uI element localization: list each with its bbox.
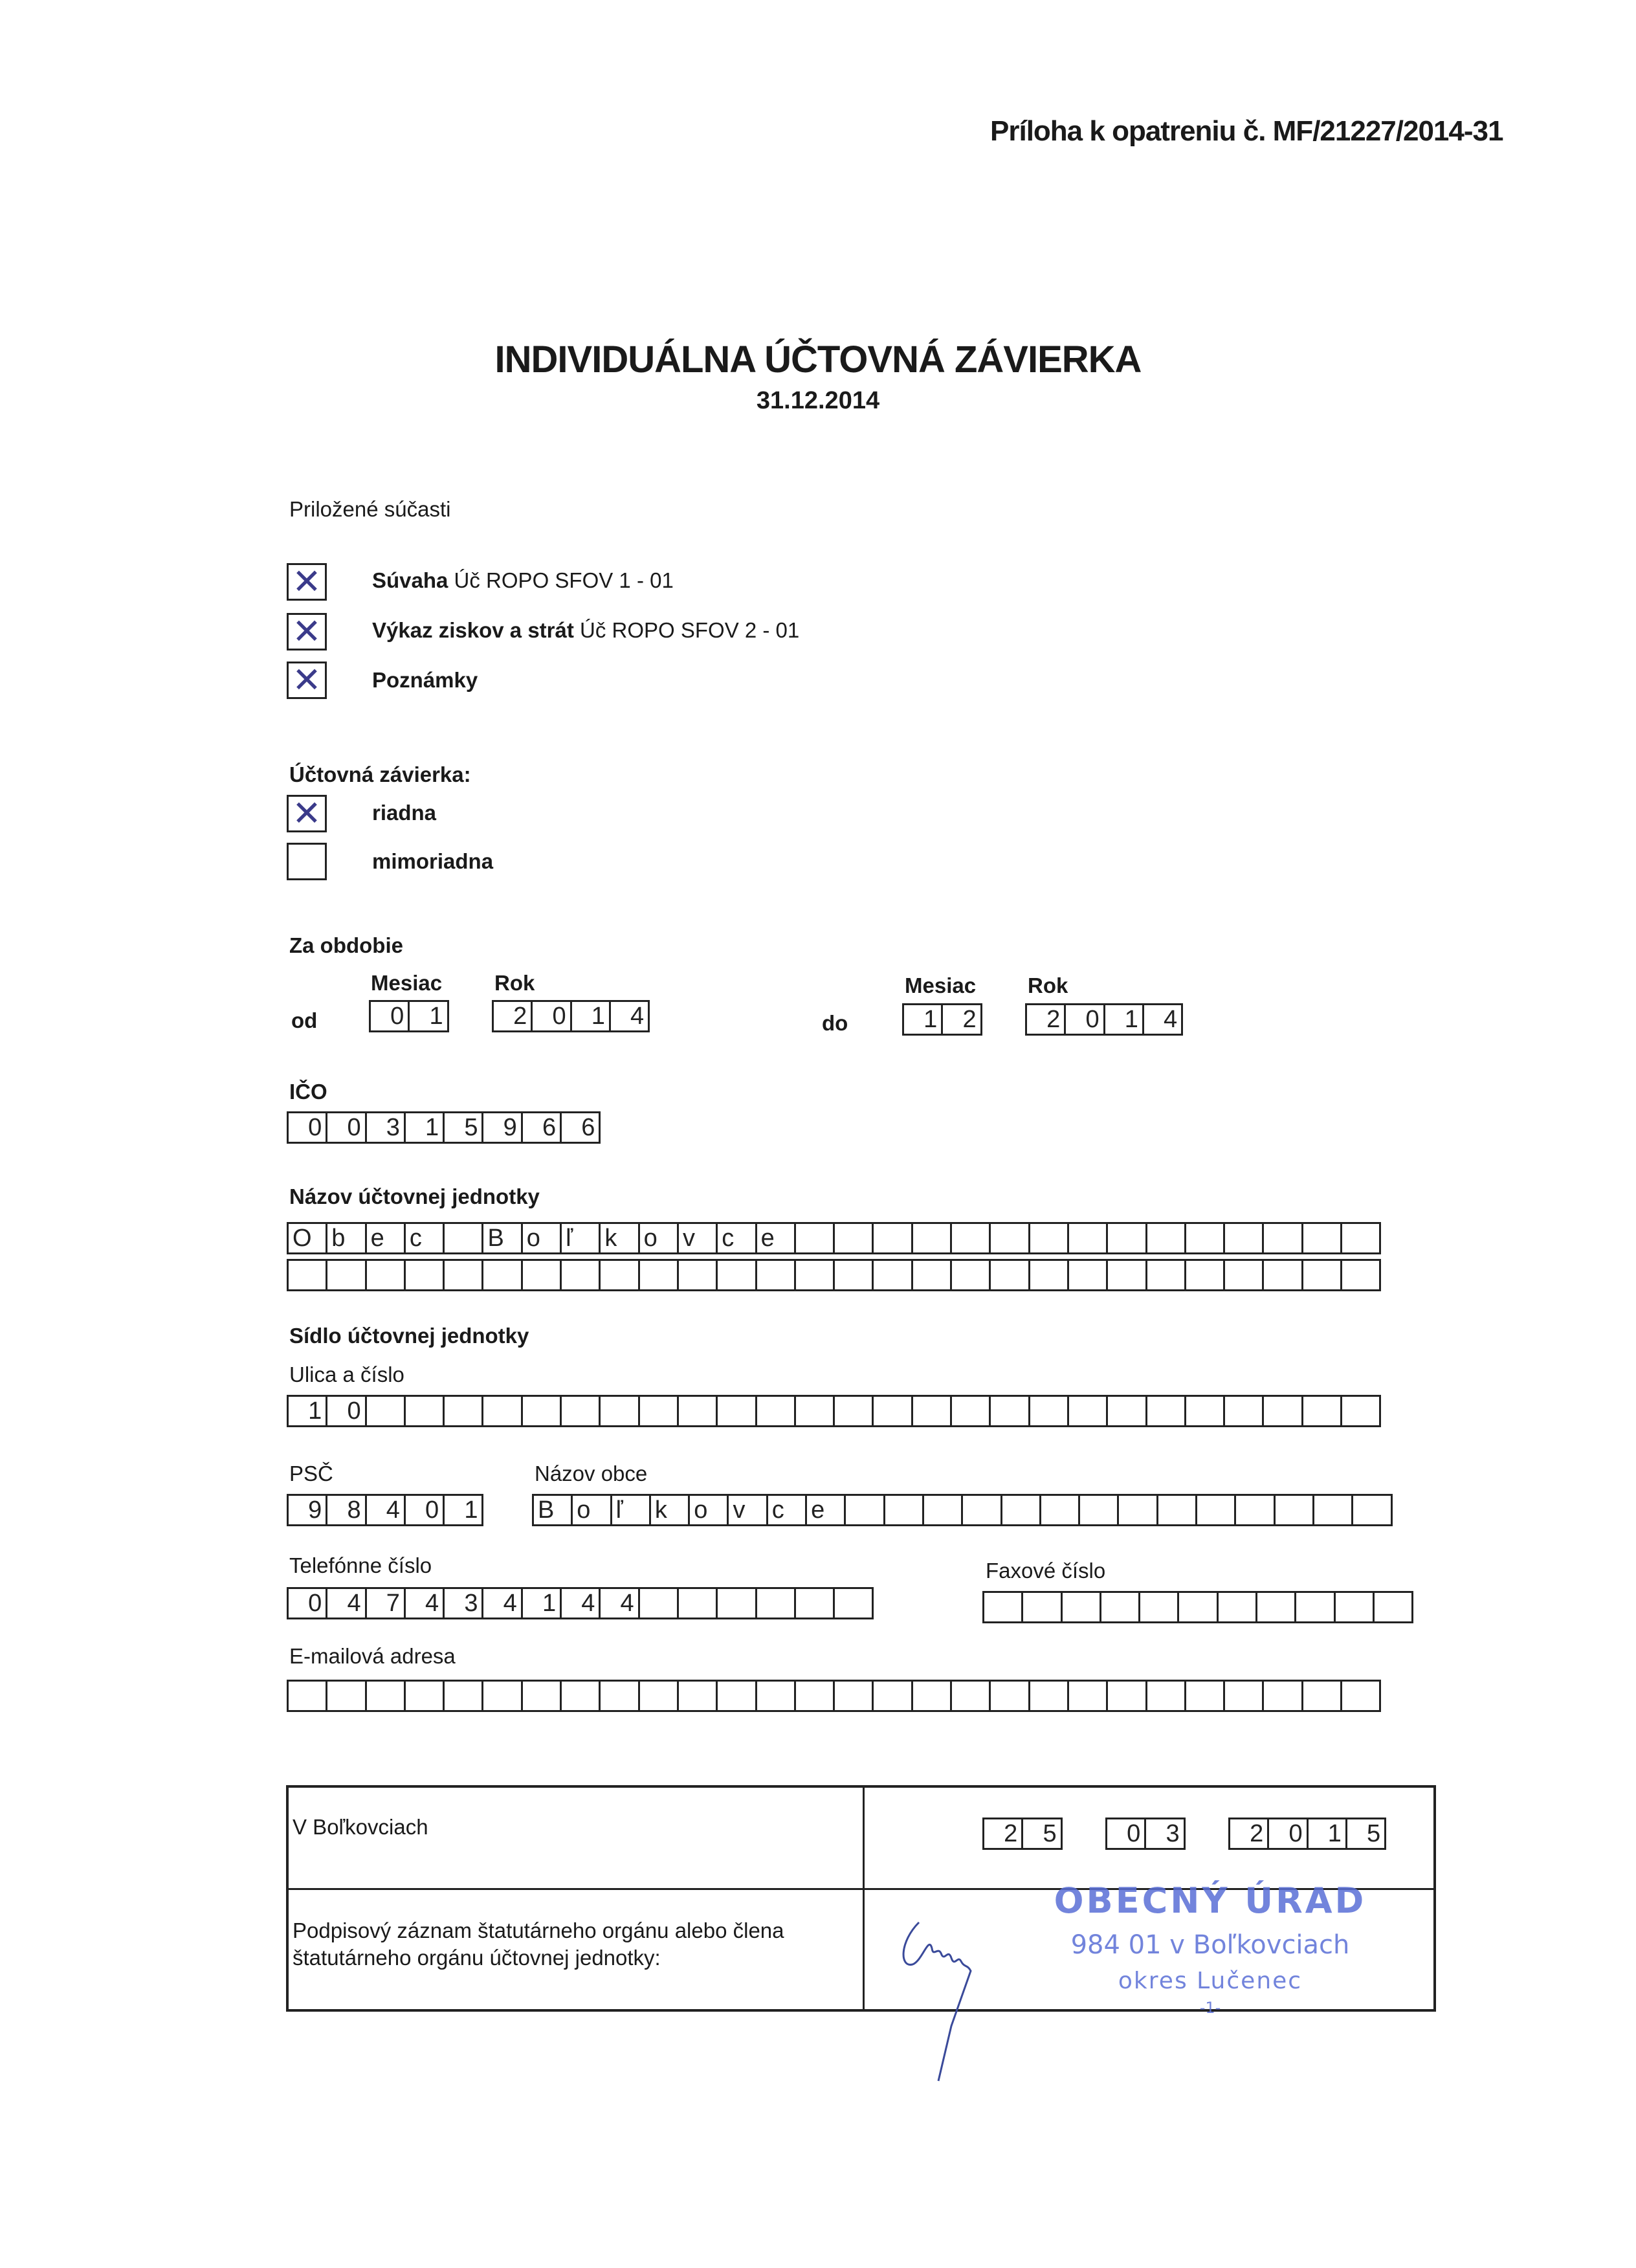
char-box[interactable]	[404, 1259, 445, 1291]
char-box[interactable]: 1	[521, 1587, 562, 1619]
char-box[interactable]	[833, 1222, 874, 1254]
char-box[interactable]	[326, 1259, 366, 1291]
char-box[interactable]: c	[766, 1494, 807, 1526]
char-box[interactable]	[443, 1222, 483, 1254]
char-box[interactable]	[1106, 1680, 1147, 1712]
char-box[interactable]	[1028, 1680, 1069, 1712]
document-reference: Príloha k opatreniu č. MF/21227/2014-31	[990, 115, 1503, 147]
char-box[interactable]	[922, 1494, 963, 1526]
char-box[interactable]	[1262, 1259, 1303, 1291]
char-box[interactable]	[599, 1395, 639, 1427]
char-box[interactable]	[1294, 1591, 1335, 1623]
char-box[interactable]	[1301, 1395, 1342, 1427]
from-label: od	[291, 1008, 318, 1032]
char-box[interactable]: 1	[408, 1000, 448, 1032]
char-box[interactable]	[638, 1259, 679, 1291]
to-year-label: Rok	[1028, 973, 1068, 997]
char-box[interactable]	[794, 1222, 835, 1254]
stamp-line1: OBECNÝ ÚRAD	[1054, 1880, 1367, 1921]
ico-label: IČO	[289, 1080, 327, 1104]
char-box[interactable]	[1274, 1494, 1314, 1526]
char-box[interactable]: ľ	[610, 1494, 651, 1526]
char-box[interactable]	[1223, 1259, 1264, 1291]
char-box[interactable]: 0	[287, 1587, 327, 1619]
char-box[interactable]: 2	[1025, 1003, 1066, 1036]
char-box[interactable]	[365, 1395, 406, 1427]
char-box[interactable]: ľ	[560, 1222, 601, 1254]
checkbox-poznamky[interactable]	[287, 662, 327, 699]
char-box[interactable]	[365, 1680, 406, 1712]
char-box[interactable]: 0	[531, 1000, 571, 1032]
signature-label: Podpisový záznam štatutárneho orgánu alebo člena štatutárneho orgánu účtovnej jednotky:	[293, 1918, 784, 1970]
char-box[interactable]	[1039, 1494, 1080, 1526]
char-box[interactable]	[404, 1680, 445, 1712]
char-box[interactable]	[755, 1259, 796, 1291]
char-box[interactable]	[638, 1680, 679, 1712]
check-mark-icon: ✕	[292, 611, 322, 652]
check-mark-icon: ✕	[292, 660, 322, 700]
char-box[interactable]	[1195, 1494, 1236, 1526]
char-box[interactable]: 0	[369, 1000, 410, 1032]
char-box[interactable]: 5	[443, 1111, 483, 1144]
char-box[interactable]	[521, 1680, 562, 1712]
street-label: Ulica a číslo	[289, 1362, 404, 1386]
char-box[interactable]	[1106, 1395, 1147, 1427]
attachment-poznamky: Poznámky	[372, 668, 478, 692]
char-box[interactable]: k	[599, 1222, 639, 1254]
char-box[interactable]	[716, 1259, 757, 1291]
psc-label: PSČ	[289, 1462, 333, 1485]
char-box[interactable]: o	[571, 1494, 612, 1526]
attachments-heading: Priložené súčasti	[289, 497, 451, 521]
char-box[interactable]: v	[677, 1222, 718, 1254]
char-box[interactable]	[326, 1680, 366, 1712]
char-box[interactable]	[950, 1259, 991, 1291]
char-box[interactable]	[443, 1680, 483, 1712]
char-box[interactable]	[560, 1395, 601, 1427]
char-box[interactable]	[1145, 1395, 1186, 1427]
char-box[interactable]	[1184, 1222, 1225, 1254]
char-box[interactable]	[755, 1395, 796, 1427]
char-box[interactable]	[950, 1680, 991, 1712]
entity-name-field-row2[interactable]	[287, 1259, 1379, 1291]
char-box[interactable]: 2	[982, 1818, 1023, 1850]
checkbox-vykaz[interactable]	[287, 613, 327, 650]
date-year-field[interactable]	[1228, 1818, 1384, 1850]
char-box[interactable]	[989, 1222, 1030, 1254]
char-box[interactable]	[755, 1587, 796, 1619]
char-box[interactable]	[833, 1395, 874, 1427]
char-box[interactable]: 6	[560, 1111, 601, 1144]
char-box[interactable]: 3	[443, 1587, 483, 1619]
char-box[interactable]: 0	[326, 1395, 366, 1427]
char-box[interactable]	[1217, 1591, 1257, 1623]
ico-field[interactable]	[287, 1111, 599, 1144]
phone-label: Telefónne číslo	[289, 1553, 432, 1577]
char-box[interactable]	[872, 1222, 912, 1254]
char-box[interactable]	[1028, 1395, 1069, 1427]
char-box[interactable]	[1000, 1494, 1041, 1526]
fax-field[interactable]	[982, 1591, 1411, 1623]
char-box[interactable]	[521, 1395, 562, 1427]
char-box[interactable]	[1262, 1680, 1303, 1712]
char-box[interactable]	[443, 1395, 483, 1427]
char-box[interactable]	[911, 1222, 952, 1254]
to-year-field[interactable]	[1025, 1003, 1181, 1036]
char-box[interactable]: 4	[481, 1587, 522, 1619]
char-box[interactable]: o	[688, 1494, 729, 1526]
char-box[interactable]	[599, 1680, 639, 1712]
char-box[interactable]	[1340, 1259, 1381, 1291]
char-box[interactable]: 0	[1064, 1003, 1105, 1036]
to-label: do	[822, 1011, 848, 1035]
char-box[interactable]: B	[481, 1222, 522, 1254]
char-box[interactable]: 1	[1307, 1818, 1347, 1850]
town-field[interactable]	[532, 1494, 1391, 1526]
char-box[interactable]	[833, 1680, 874, 1712]
char-box[interactable]: 7	[365, 1587, 406, 1619]
char-box[interactable]	[872, 1259, 912, 1291]
seat-heading: Sídlo účtovnej jednotky	[289, 1324, 529, 1348]
char-box[interactable]: 0	[404, 1494, 445, 1526]
char-box[interactable]	[1106, 1222, 1147, 1254]
option-mimoriadna: mimoriadna	[372, 849, 494, 873]
char-box[interactable]: c	[716, 1222, 757, 1254]
char-box[interactable]	[677, 1680, 718, 1712]
email-field[interactable]	[287, 1680, 1379, 1712]
entity-name-label: Názov účtovnej jednotky	[289, 1184, 540, 1208]
char-box[interactable]	[911, 1680, 952, 1712]
stamp-line3: okres Lučenec	[1118, 1968, 1303, 1994]
psc-field[interactable]	[287, 1494, 481, 1526]
char-box[interactable]: k	[649, 1494, 690, 1526]
char-box[interactable]	[911, 1395, 952, 1427]
char-box[interactable]: 2	[1228, 1818, 1269, 1850]
char-box[interactable]	[950, 1222, 991, 1254]
char-box[interactable]: 0	[287, 1111, 327, 1144]
handwritten-signature	[893, 1909, 1022, 2097]
char-box[interactable]	[1021, 1591, 1062, 1623]
char-box[interactable]	[883, 1494, 924, 1526]
char-box[interactable]	[1067, 1395, 1108, 1427]
char-box[interactable]: 1	[287, 1395, 327, 1427]
char-box[interactable]	[677, 1395, 718, 1427]
char-box[interactable]	[481, 1259, 522, 1291]
char-box[interactable]	[1145, 1259, 1186, 1291]
char-box[interactable]	[989, 1259, 1030, 1291]
stamp-line4: -1-	[1199, 1999, 1221, 2017]
town-label: Názov obce	[535, 1462, 648, 1485]
char-box[interactable]	[911, 1259, 952, 1291]
email-label: E-mailová adresa	[289, 1644, 456, 1668]
char-box[interactable]	[287, 1680, 327, 1712]
char-box[interactable]	[794, 1259, 835, 1291]
char-box[interactable]	[1301, 1259, 1342, 1291]
char-box[interactable]	[638, 1587, 679, 1619]
char-box[interactable]	[872, 1680, 912, 1712]
char-box[interactable]	[794, 1587, 835, 1619]
char-box[interactable]	[1262, 1222, 1303, 1254]
char-box[interactable]	[794, 1680, 835, 1712]
char-box[interactable]	[1061, 1591, 1101, 1623]
char-box[interactable]	[1028, 1259, 1069, 1291]
char-box[interactable]	[1067, 1680, 1108, 1712]
to-month-field[interactable]	[902, 1003, 980, 1036]
checkbox-mimoriadna[interactable]	[287, 843, 327, 880]
char-box[interactable]: 0	[326, 1111, 366, 1144]
char-box[interactable]: b	[326, 1222, 366, 1254]
char-box[interactable]	[989, 1680, 1030, 1712]
fax-label: Faxové číslo	[986, 1559, 1106, 1583]
char-box[interactable]	[1312, 1494, 1353, 1526]
char-box[interactable]	[716, 1395, 757, 1427]
char-box[interactable]: 9	[287, 1494, 327, 1526]
checkbox-riadna[interactable]	[287, 795, 327, 832]
char-box[interactable]	[1301, 1222, 1342, 1254]
char-box[interactable]: e	[805, 1494, 846, 1526]
char-box[interactable]	[1117, 1494, 1158, 1526]
char-box[interactable]: 4	[599, 1587, 639, 1619]
table-divider-vertical	[863, 1788, 865, 2009]
attachment-suvaha: Súvaha Úč ROPO SFOV 1 - 01	[372, 568, 674, 592]
char-box[interactable]	[560, 1680, 601, 1712]
char-box[interactable]	[1223, 1222, 1264, 1254]
char-box[interactable]: 4	[609, 1000, 650, 1032]
check-mark-icon: ✕	[292, 561, 322, 602]
char-box[interactable]	[1028, 1222, 1069, 1254]
char-box[interactable]	[1223, 1395, 1264, 1427]
char-box[interactable]	[677, 1587, 718, 1619]
char-box[interactable]: 8	[326, 1494, 366, 1526]
check-mark-icon: ✕	[292, 793, 322, 834]
char-box[interactable]: 3	[365, 1111, 406, 1144]
char-box[interactable]: 2	[941, 1003, 982, 1036]
char-box[interactable]	[638, 1395, 679, 1427]
char-box[interactable]	[1262, 1395, 1303, 1427]
char-box[interactable]	[599, 1259, 639, 1291]
char-box[interactable]: 5	[1345, 1818, 1386, 1850]
char-box[interactable]: c	[404, 1222, 445, 1254]
char-box[interactable]: 1	[443, 1494, 483, 1526]
entity-name-field-row1[interactable]	[287, 1222, 1379, 1254]
char-box[interactable]	[1340, 1222, 1381, 1254]
char-box[interactable]	[950, 1395, 991, 1427]
char-box[interactable]	[1184, 1395, 1225, 1427]
char-box[interactable]: 4	[1142, 1003, 1183, 1036]
closing-heading: Účtovná závierka:	[289, 762, 471, 786]
char-box[interactable]	[1255, 1591, 1296, 1623]
char-box[interactable]: O	[287, 1222, 327, 1254]
char-box[interactable]	[1145, 1222, 1186, 1254]
char-box[interactable]: 6	[521, 1111, 562, 1144]
char-box[interactable]	[1138, 1591, 1179, 1623]
char-box[interactable]	[1223, 1680, 1264, 1712]
date-month-field[interactable]	[1105, 1818, 1184, 1850]
char-box[interactable]: B	[532, 1494, 573, 1526]
char-box[interactable]: o	[521, 1222, 562, 1254]
char-box[interactable]	[365, 1259, 406, 1291]
from-year-field[interactable]	[492, 1000, 648, 1032]
char-box[interactable]	[443, 1259, 483, 1291]
to-month-label: Mesiac	[905, 973, 977, 997]
char-box[interactable]	[844, 1494, 885, 1526]
char-box[interactable]	[481, 1395, 522, 1427]
from-month-label: Mesiac	[371, 971, 443, 995]
char-box[interactable]	[1373, 1591, 1413, 1623]
char-box[interactable]	[1340, 1680, 1381, 1712]
char-box[interactable]	[1351, 1494, 1392, 1526]
document-title: INDIVIDUÁLNA ÚČTOVNÁ ZÁVIERKA	[494, 339, 1142, 381]
char-box[interactable]	[872, 1395, 912, 1427]
char-box[interactable]: 1	[570, 1000, 611, 1032]
char-box[interactable]: 5	[1021, 1818, 1062, 1850]
char-box[interactable]: 1	[902, 1003, 943, 1036]
checkbox-suvaha[interactable]	[287, 563, 327, 601]
stamp-line2: 984 01 v Boľkovciach	[1070, 1930, 1350, 1960]
char-box[interactable]	[1234, 1494, 1275, 1526]
char-box[interactable]: 1	[1103, 1003, 1144, 1036]
char-box[interactable]	[961, 1494, 1002, 1526]
char-box[interactable]	[755, 1680, 796, 1712]
char-box[interactable]	[1184, 1680, 1225, 1712]
char-box[interactable]: 4	[326, 1587, 366, 1619]
char-box[interactable]: 9	[481, 1111, 522, 1144]
char-box[interactable]: 4	[404, 1587, 445, 1619]
char-box[interactable]: 4	[560, 1587, 601, 1619]
char-box[interactable]	[833, 1259, 874, 1291]
from-year-label: Rok	[494, 971, 535, 995]
char-box[interactable]: 4	[365, 1494, 406, 1526]
char-box[interactable]	[1301, 1680, 1342, 1712]
period-heading: Za obdobie	[289, 933, 403, 957]
char-box[interactable]	[833, 1587, 874, 1619]
char-box[interactable]	[1100, 1591, 1140, 1623]
char-box[interactable]: 0	[1267, 1818, 1308, 1850]
char-box[interactable]	[404, 1395, 445, 1427]
char-box[interactable]	[521, 1259, 562, 1291]
char-box[interactable]	[1067, 1222, 1108, 1254]
char-box[interactable]	[1184, 1259, 1225, 1291]
char-box[interactable]	[794, 1395, 835, 1427]
place-text: V Boľkovciach	[293, 1815, 428, 1839]
from-month-field[interactable]	[369, 1000, 447, 1032]
attachment-vykaz: Výkaz ziskov a strát Úč ROPO SFOV 2 - 01	[372, 618, 800, 642]
char-box[interactable]	[989, 1395, 1030, 1427]
char-box[interactable]	[677, 1259, 718, 1291]
char-box[interactable]	[716, 1587, 757, 1619]
char-box[interactable]	[982, 1591, 1023, 1623]
char-box[interactable]: 0	[1105, 1818, 1146, 1850]
char-box[interactable]	[481, 1680, 522, 1712]
char-box[interactable]	[1177, 1591, 1218, 1623]
option-riadna: riadna	[372, 801, 437, 825]
char-box[interactable]: v	[727, 1494, 768, 1526]
char-box[interactable]	[287, 1259, 327, 1291]
char-box[interactable]: e	[365, 1222, 406, 1254]
char-box[interactable]	[1145, 1680, 1186, 1712]
char-box[interactable]	[1067, 1259, 1108, 1291]
street-field[interactable]	[287, 1395, 1379, 1427]
char-box[interactable]	[1334, 1591, 1375, 1623]
char-box[interactable]: 2	[492, 1000, 533, 1032]
char-box[interactable]	[560, 1259, 601, 1291]
char-box[interactable]: 1	[404, 1111, 445, 1144]
date-day-field[interactable]	[982, 1818, 1061, 1850]
phone-field[interactable]	[287, 1587, 872, 1619]
char-box[interactable]	[1156, 1494, 1197, 1526]
document-date: 31.12.2014	[756, 387, 880, 414]
char-box[interactable]: e	[755, 1222, 796, 1254]
char-box[interactable]	[1078, 1494, 1119, 1526]
char-box[interactable]: o	[638, 1222, 679, 1254]
char-box[interactable]	[1340, 1395, 1381, 1427]
char-box[interactable]: 3	[1144, 1818, 1185, 1850]
char-box[interactable]	[716, 1680, 757, 1712]
char-box[interactable]	[1106, 1259, 1147, 1291]
